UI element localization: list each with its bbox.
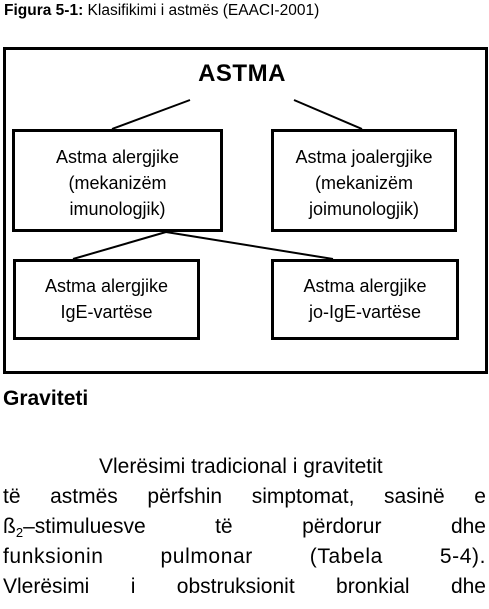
allergic-mechanism-label: (mekanizëm	[68, 173, 167, 193]
section-heading: Graviteti	[3, 387, 89, 410]
allergic-asthma-label: Astma alergjike	[55, 147, 180, 167]
paragraph-line-1: Vlerësimi tradicional i gravitetit	[99, 455, 383, 478]
diagram-title: ASTMA	[198, 60, 286, 87]
figure-caption	[4, 2, 319, 20]
figure-label: Figura 5-1:	[4, 2, 84, 19]
ige-mediated-type: IgE-vartëse	[60, 302, 153, 322]
non-ige-mediated-label: Astma alergjike	[303, 276, 427, 296]
allergic-mechanism-type: imunologjik)	[69, 199, 166, 219]
non-allergic-mechanism-type: joimunologjik)	[308, 199, 420, 219]
paragraph-line-4: funksionin pulmonar (Tabela 5-4).	[3, 545, 486, 568]
paragraph-line-2: të astmës përfshin simptomat, sasinë e	[3, 485, 486, 508]
ige-mediated-asthma-box	[13, 259, 200, 340]
non-ige-mediated-type: jo-IgE-vartëse	[308, 302, 422, 322]
non-ige-mediated-asthma-box	[271, 259, 459, 340]
non-allergic-mechanism-label: (mekanizëm	[314, 173, 414, 193]
allergic-asthma-box	[12, 129, 223, 232]
beta-symbol: ß	[3, 515, 16, 538]
non-allergic-asthma-label: Astma joalergjike	[295, 147, 433, 167]
beta-subscript: 2	[15, 525, 24, 540]
figure-caption-text: Klasifikimi i astmës (EAACI-2001)	[83, 2, 320, 19]
ige-mediated-label: Astma alergjike	[44, 276, 169, 296]
non-allergic-asthma-box	[271, 129, 457, 232]
paragraph-line-3-text: –stimuluesve të përdorur dhe	[23, 515, 486, 538]
paragraph-line-5: Vlerësimi i obstruksionit bronkial dhe	[3, 575, 486, 598]
